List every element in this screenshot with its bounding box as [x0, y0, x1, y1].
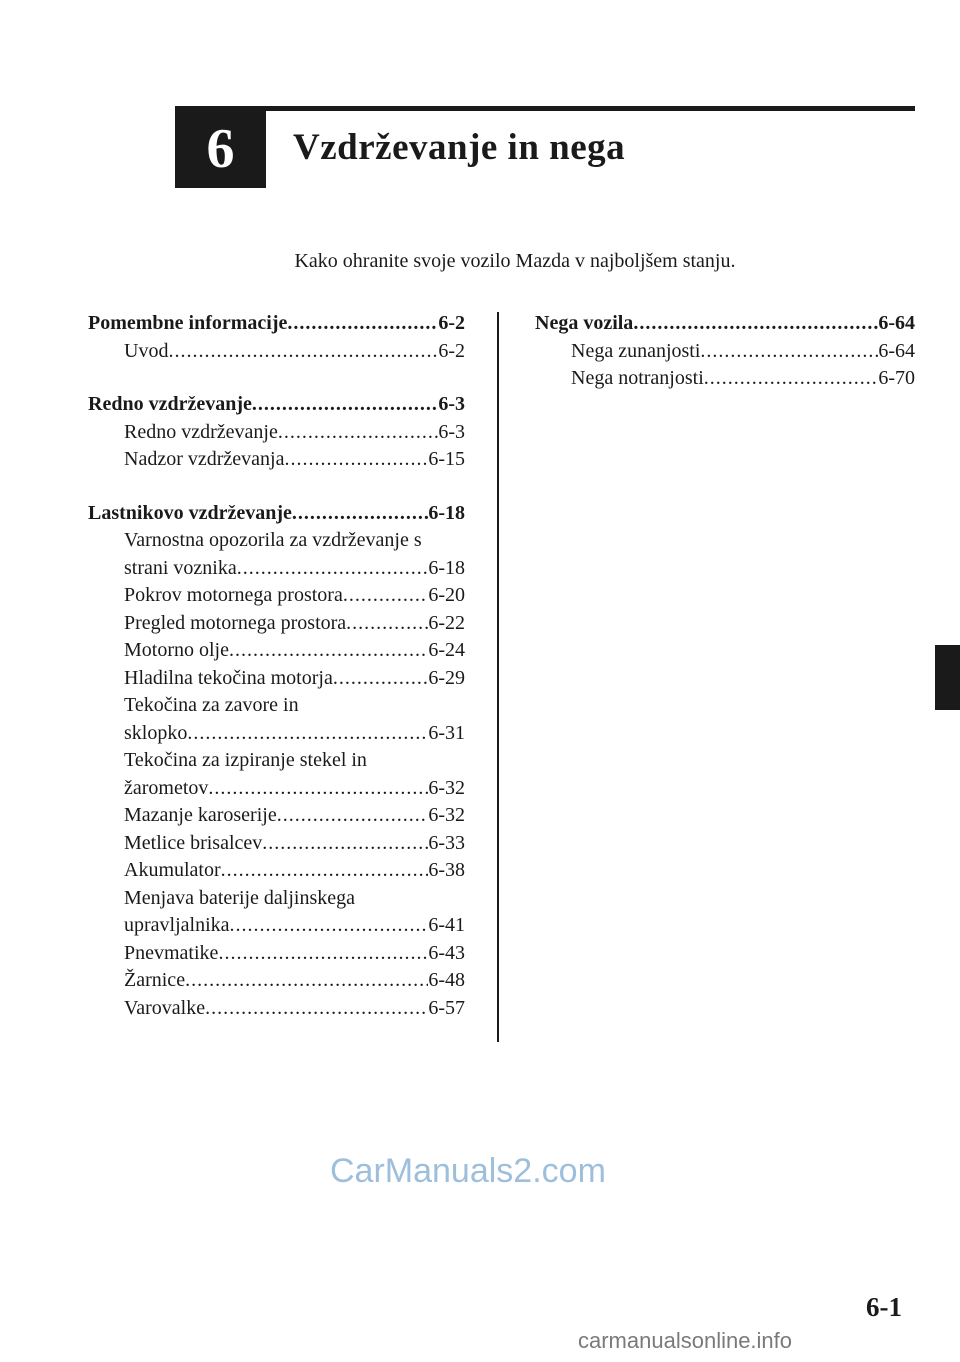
chapter-top-rule — [175, 106, 915, 111]
toc-entry-title: Hladilna tekočina motorja — [124, 666, 333, 689]
toc-entry-page: 6-3 — [438, 420, 465, 443]
toc-entry[interactable] — [535, 338, 915, 366]
toc-entry-title: Mazanje karoserije — [124, 804, 277, 826]
toc-entry-title: Žarnice — [124, 969, 186, 991]
toc-entry-page: 6-20 — [428, 584, 465, 606]
toc-entry-title: Pregled motornega prostora — [124, 611, 347, 634]
toc-section-nega — [535, 310, 915, 393]
toc-entry-page: 6-22 — [428, 611, 465, 634]
toc-entry-title: žarometov — [124, 776, 209, 799]
chapter-side-tab — [935, 645, 960, 710]
toc-entry-title: Varovalke — [124, 996, 206, 1019]
toc-heading[interactable] — [88, 391, 465, 419]
toc-entry-page: 6-15 — [428, 448, 465, 470]
toc-entry[interactable] — [88, 582, 465, 610]
toc-entry-page: 6-64 — [878, 339, 915, 362]
toc-entry[interactable] — [88, 802, 465, 830]
toc-entry-title: Uvod — [124, 339, 169, 362]
toc-entry[interactable] — [88, 665, 465, 693]
toc-entry-page: 6-43 — [428, 941, 465, 964]
toc-entry-title: Nega notranjosti — [571, 367, 704, 389]
toc-entry[interactable] — [88, 338, 465, 366]
toc-entry-title: Nega zunanjosti — [571, 339, 701, 362]
footer-mark: carmanualsonline.info — [578, 1328, 793, 1353]
toc-entry-page: 6-32 — [428, 776, 465, 799]
toc-heading[interactable] — [88, 500, 465, 528]
toc-entry-title: Akumulator — [124, 859, 221, 881]
toc-heading-title: Pomembne informacije — [88, 312, 288, 334]
toc-entry-page: 6-24 — [428, 639, 465, 661]
toc-entry-page: 6-32 — [428, 804, 465, 826]
toc-left-column — [88, 310, 465, 1048]
toc-entry-title: Pokrov motornega prostora — [124, 584, 343, 606]
toc-heading-page: 6-2 — [438, 312, 465, 334]
toc-section-pomembne — [88, 310, 465, 365]
toc-section-lastnikovo — [88, 500, 465, 1023]
toc-entry[interactable] — [88, 720, 465, 748]
toc-entry[interactable] — [88, 830, 465, 858]
toc-entry[interactable] — [88, 857, 465, 885]
toc-entry[interactable] — [88, 995, 465, 1023]
toc-entry-title: Pnevmatike — [124, 941, 219, 964]
toc-heading-title: Nega vozila — [535, 312, 634, 334]
toc-entry[interactable] — [535, 365, 915, 393]
toc-entry[interactable] — [88, 940, 465, 968]
chapter-title: Vzdrževanje in nega — [293, 127, 626, 168]
toc-heading-page: 6-18 — [428, 501, 465, 524]
toc-entry-page: 6-2 — [438, 339, 465, 362]
toc-entry-line1: Tekočina za izpiranje stekel in — [124, 749, 367, 771]
toc-entry-page: 6-70 — [878, 367, 915, 389]
column-divider — [497, 312, 499, 1042]
toc-entry-title: Nadzor vzdrževanja — [124, 448, 285, 470]
chapter-subtitle: Kako ohranite svoje vozilo Mazda v najboljšem stanju. — [294, 250, 736, 272]
toc-entry-page: 6-18 — [428, 556, 465, 579]
toc-heading[interactable] — [535, 310, 915, 338]
toc-entry[interactable] — [88, 610, 465, 638]
toc-entry-line1: Tekočina za zavore in — [124, 694, 299, 716]
toc-heading-page: 6-64 — [878, 312, 915, 334]
page-number: 6-1 — [866, 1292, 902, 1322]
toc-entry-title: strani voznika — [124, 556, 237, 579]
toc-entry[interactable] — [88, 637, 465, 665]
toc-entry-page: 6-57 — [428, 996, 465, 1019]
toc-entry-page: 6-48 — [428, 969, 465, 991]
watermark: CarManuals2.com — [330, 1152, 606, 1190]
toc-entry-title: upravljalnika — [124, 914, 230, 936]
toc-right-column — [535, 310, 915, 419]
toc-entry-page: 6-41 — [428, 914, 465, 936]
toc-heading-title: Lastnikovo vzdrževanje — [88, 501, 292, 524]
toc-entry-page: 6-31 — [428, 721, 465, 744]
chapter-number-box — [175, 110, 266, 188]
toc-entry[interactable] — [88, 419, 465, 447]
toc-heading-page: 6-3 — [438, 393, 465, 415]
toc-entry-page: 6-33 — [428, 831, 465, 854]
toc-entry-title: Metlice brisalcev — [124, 831, 263, 854]
toc-entry-title: Redno vzdrževanje — [124, 420, 278, 443]
toc-entry-page: 6-38 — [428, 859, 465, 881]
toc-entry[interactable] — [88, 446, 465, 474]
toc-entry-line1: Varnostna opozorila za vzdrževanje s — [124, 529, 422, 551]
toc-heading-title: Redno vzdrževanje — [88, 393, 252, 415]
toc-entry[interactable] — [88, 967, 465, 995]
toc-entry[interactable] — [88, 555, 465, 583]
toc-entry-page: 6-29 — [428, 666, 465, 689]
toc-entry-line1: Menjava baterije daljinskega — [124, 886, 356, 909]
toc-section-redno — [88, 391, 465, 474]
toc-entry-title: sklopko — [124, 721, 188, 744]
toc-entry-title: Motorno olje — [124, 639, 229, 661]
toc-entry[interactable] — [88, 912, 465, 940]
toc-heading[interactable] — [88, 310, 465, 338]
chapter-number: 6 — [206, 118, 235, 180]
toc-entry[interactable] — [88, 775, 465, 803]
